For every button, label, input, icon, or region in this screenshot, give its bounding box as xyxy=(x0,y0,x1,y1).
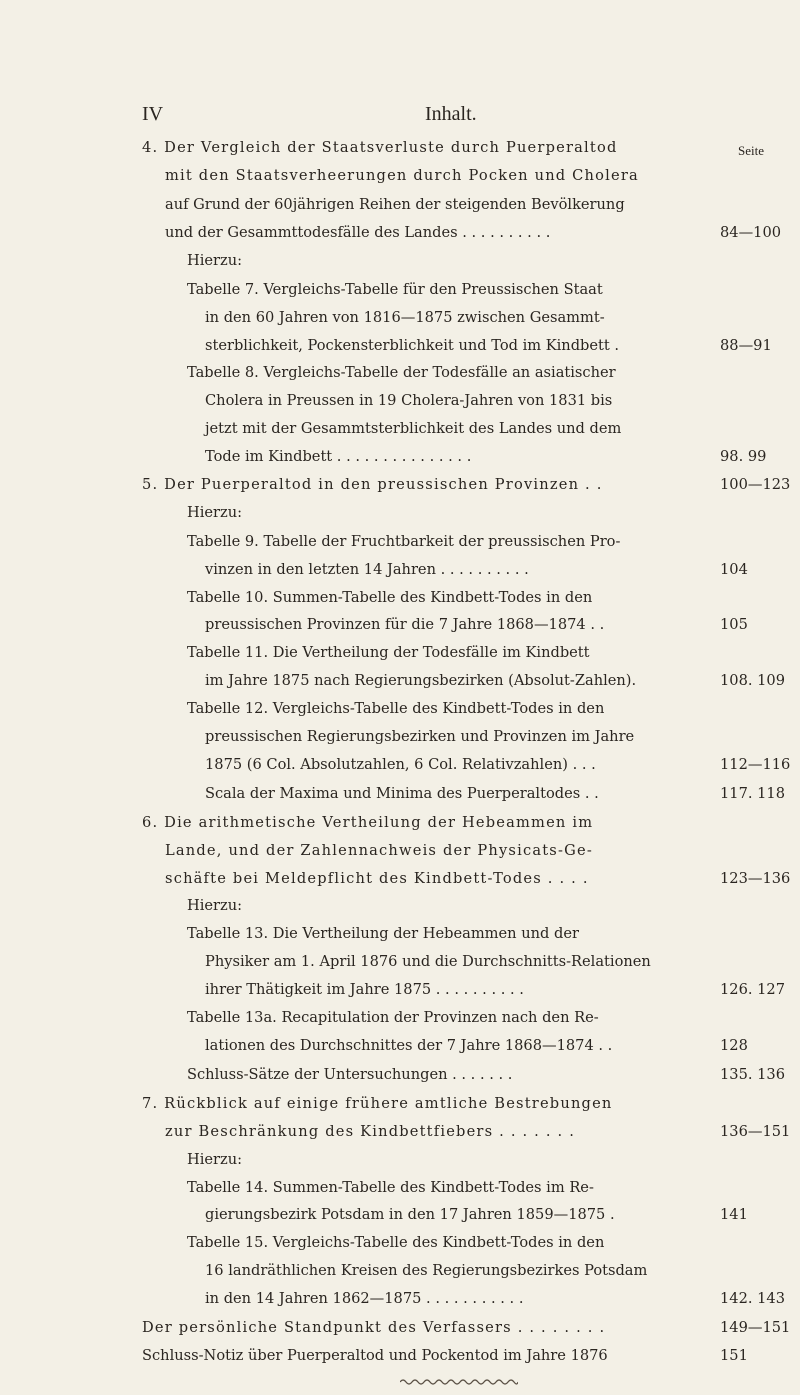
toc-line: sterblichkeit, Pockensterblichkeit und Tod im Kindbett . xyxy=(205,336,620,354)
toc-line: schäfte bei Meldepflicht des Kindbett-Todes . . . . xyxy=(165,869,589,887)
page-column-label: Seite xyxy=(738,143,764,158)
toc-line: gierungsbezirk Potsdam in den 17 Jahren 1859—1875 . xyxy=(205,1206,615,1224)
toc-page-ref: 84—100 xyxy=(720,223,782,241)
toc-line: Hierzu: xyxy=(187,897,243,915)
toc-line: auf Grund der 60jährigen Reihen der steigenden Bevölkerung xyxy=(165,195,625,213)
toc-line: 5. Der Puerperaltod in den preussischen Provinzen . . xyxy=(142,475,603,493)
toc-page-ref: 123—136 xyxy=(720,869,791,887)
toc-line: in den 60 Jahren von 1816—1875 zwischen Gesammt- xyxy=(205,308,605,326)
toc-page-ref: 141 xyxy=(720,1206,748,1224)
toc-line: Cholera in Preussen in 19 Cholera-Jahren von 1831 bis xyxy=(205,392,613,410)
toc-line: Tabelle 8. Vergleichs-Tabelle der Todesfälle an asiatischer xyxy=(187,364,616,382)
toc-line: lationen des Durchschnittes der 7 Jahre 1868—1874 . . xyxy=(205,1036,613,1054)
toc-line: Hierzu: xyxy=(187,251,243,269)
toc-line: Tabelle 11. Die Vertheilung der Todesfälle im Kindbett xyxy=(187,644,590,662)
toc-line: Schluss-Notiz über Puerperaltod und Pockentod im Jahre 1876 xyxy=(142,1347,608,1364)
toc-line: 6. Die arithmetische Vertheilung der Hebeammen im xyxy=(142,813,594,831)
toc-line: Tabelle 13a. Recapitulation der Provinzen nach den Re- xyxy=(187,1008,599,1026)
toc-line: Tabelle 12. Vergleichs-Tabelle des Kindbett-Todes in den xyxy=(187,699,605,717)
toc-line: Tabelle 15. Vergleichs-Tabelle des Kindbett-Todes in den xyxy=(187,1234,605,1252)
toc-line: ihrer Thätigkeit im Jahre 1875 . . . . . . . . . . xyxy=(205,981,524,999)
toc-page-ref: 100—123 xyxy=(720,475,791,493)
toc-page-ref: 104 xyxy=(720,560,748,578)
toc-line: preussischen Regierungsbezirken und Provinzen im Jahre xyxy=(205,727,635,745)
toc-line: und der Gesammttodesfälle des Landes . . . . . . . . . . xyxy=(165,223,551,241)
toc-line: Hierzu: xyxy=(187,1150,243,1168)
toc-page-ref: 128 xyxy=(720,1036,748,1054)
toc-page-ref: 108. 109 xyxy=(720,672,785,690)
toc-line: Der persönliche Standpunkt des Verfassers . . . . . . . . xyxy=(142,1319,606,1337)
toc-line: im Jahre 1875 nach Regierungsbezirken (Absolut-Zahlen). xyxy=(205,672,637,690)
toc-line: in den 14 Jahren 1862—1875 . . . . . . . . . . . xyxy=(205,1290,524,1308)
toc-line: 4. Der Vergleich der Staatsverluste durch Puerperaltod xyxy=(142,139,618,156)
toc-line: Tabelle 14. Summen-Tabelle des Kindbett-Todes im Re- xyxy=(187,1178,594,1196)
toc-line: Tode im Kindbett . . . . . . . . . . . . . . . xyxy=(205,447,472,465)
toc-line: Physiker am 1. April 1876 und die Durchschnitts-Relationen xyxy=(205,953,651,971)
toc-line: Lande, und der Zahlennachweis der Physicats-Ge- xyxy=(165,841,593,859)
toc-line: 1875 (6 Col. Absolutzahlen, 6 Col. Relativzahlen) . . . xyxy=(205,755,596,773)
toc-page-ref: 105 xyxy=(720,616,748,634)
toc-page-ref: 88—91 xyxy=(720,336,772,354)
toc-line: Tabelle 9. Tabelle der Fruchtbarkeit der preussischen Pro- xyxy=(187,532,621,550)
toc-line: Tabelle 7. Vergleichs-Tabelle für den Preussischen Staat xyxy=(187,280,603,298)
end-ornament xyxy=(400,1378,518,1386)
toc-line: jetzt mit der Gesammtsterblichkeit des Landes und dem xyxy=(205,420,622,438)
page-title: Inhalt. xyxy=(425,103,477,125)
toc-page-ref: 136—151 xyxy=(720,1122,791,1140)
toc-page-ref: 151 xyxy=(720,1347,748,1364)
toc-page-ref: 112—116 xyxy=(720,755,791,773)
toc-line: mit den Staatsverheerungen durch Pocken und Cholera xyxy=(165,166,639,184)
toc-line: preussischen Provinzen für die 7 Jahre 1868—1874 . . xyxy=(205,616,605,634)
toc-line: Hierzu: xyxy=(187,503,243,521)
toc-page-ref: 98. 99 xyxy=(720,447,767,465)
page-number: IV xyxy=(142,103,164,125)
toc-page-ref: 135. 136 xyxy=(720,1065,785,1083)
toc-page-ref: 117. 118 xyxy=(720,784,785,802)
toc-page-ref: 126. 127 xyxy=(720,981,785,999)
toc-line: Scala der Maxima und Minima des Puerperaltodes . . xyxy=(205,784,599,802)
toc-page-ref: 149—151 xyxy=(720,1319,791,1337)
toc-line: 7. Rückblick auf einige frühere amtliche Bestrebungen xyxy=(142,1095,613,1113)
toc-line: zur Beschränkung des Kindbettfiebers . . . . . . . xyxy=(165,1122,576,1140)
toc-line: 16 landräthlichen Kreisen des Regierungsbezirkes Potsdam xyxy=(205,1262,648,1280)
toc-line: Tabelle 13. Die Vertheilung der Hebeammen und der xyxy=(187,925,579,943)
toc-line: Tabelle 10. Summen-Tabelle des Kindbett-Todes in den xyxy=(187,588,593,606)
toc-line: vinzen in den letzten 14 Jahren . . . . . . . . . . xyxy=(205,560,529,578)
toc-line: Schluss-Sätze der Untersuchungen . . . . . . . xyxy=(187,1065,513,1083)
toc-page-ref: 142. 143 xyxy=(720,1290,785,1308)
